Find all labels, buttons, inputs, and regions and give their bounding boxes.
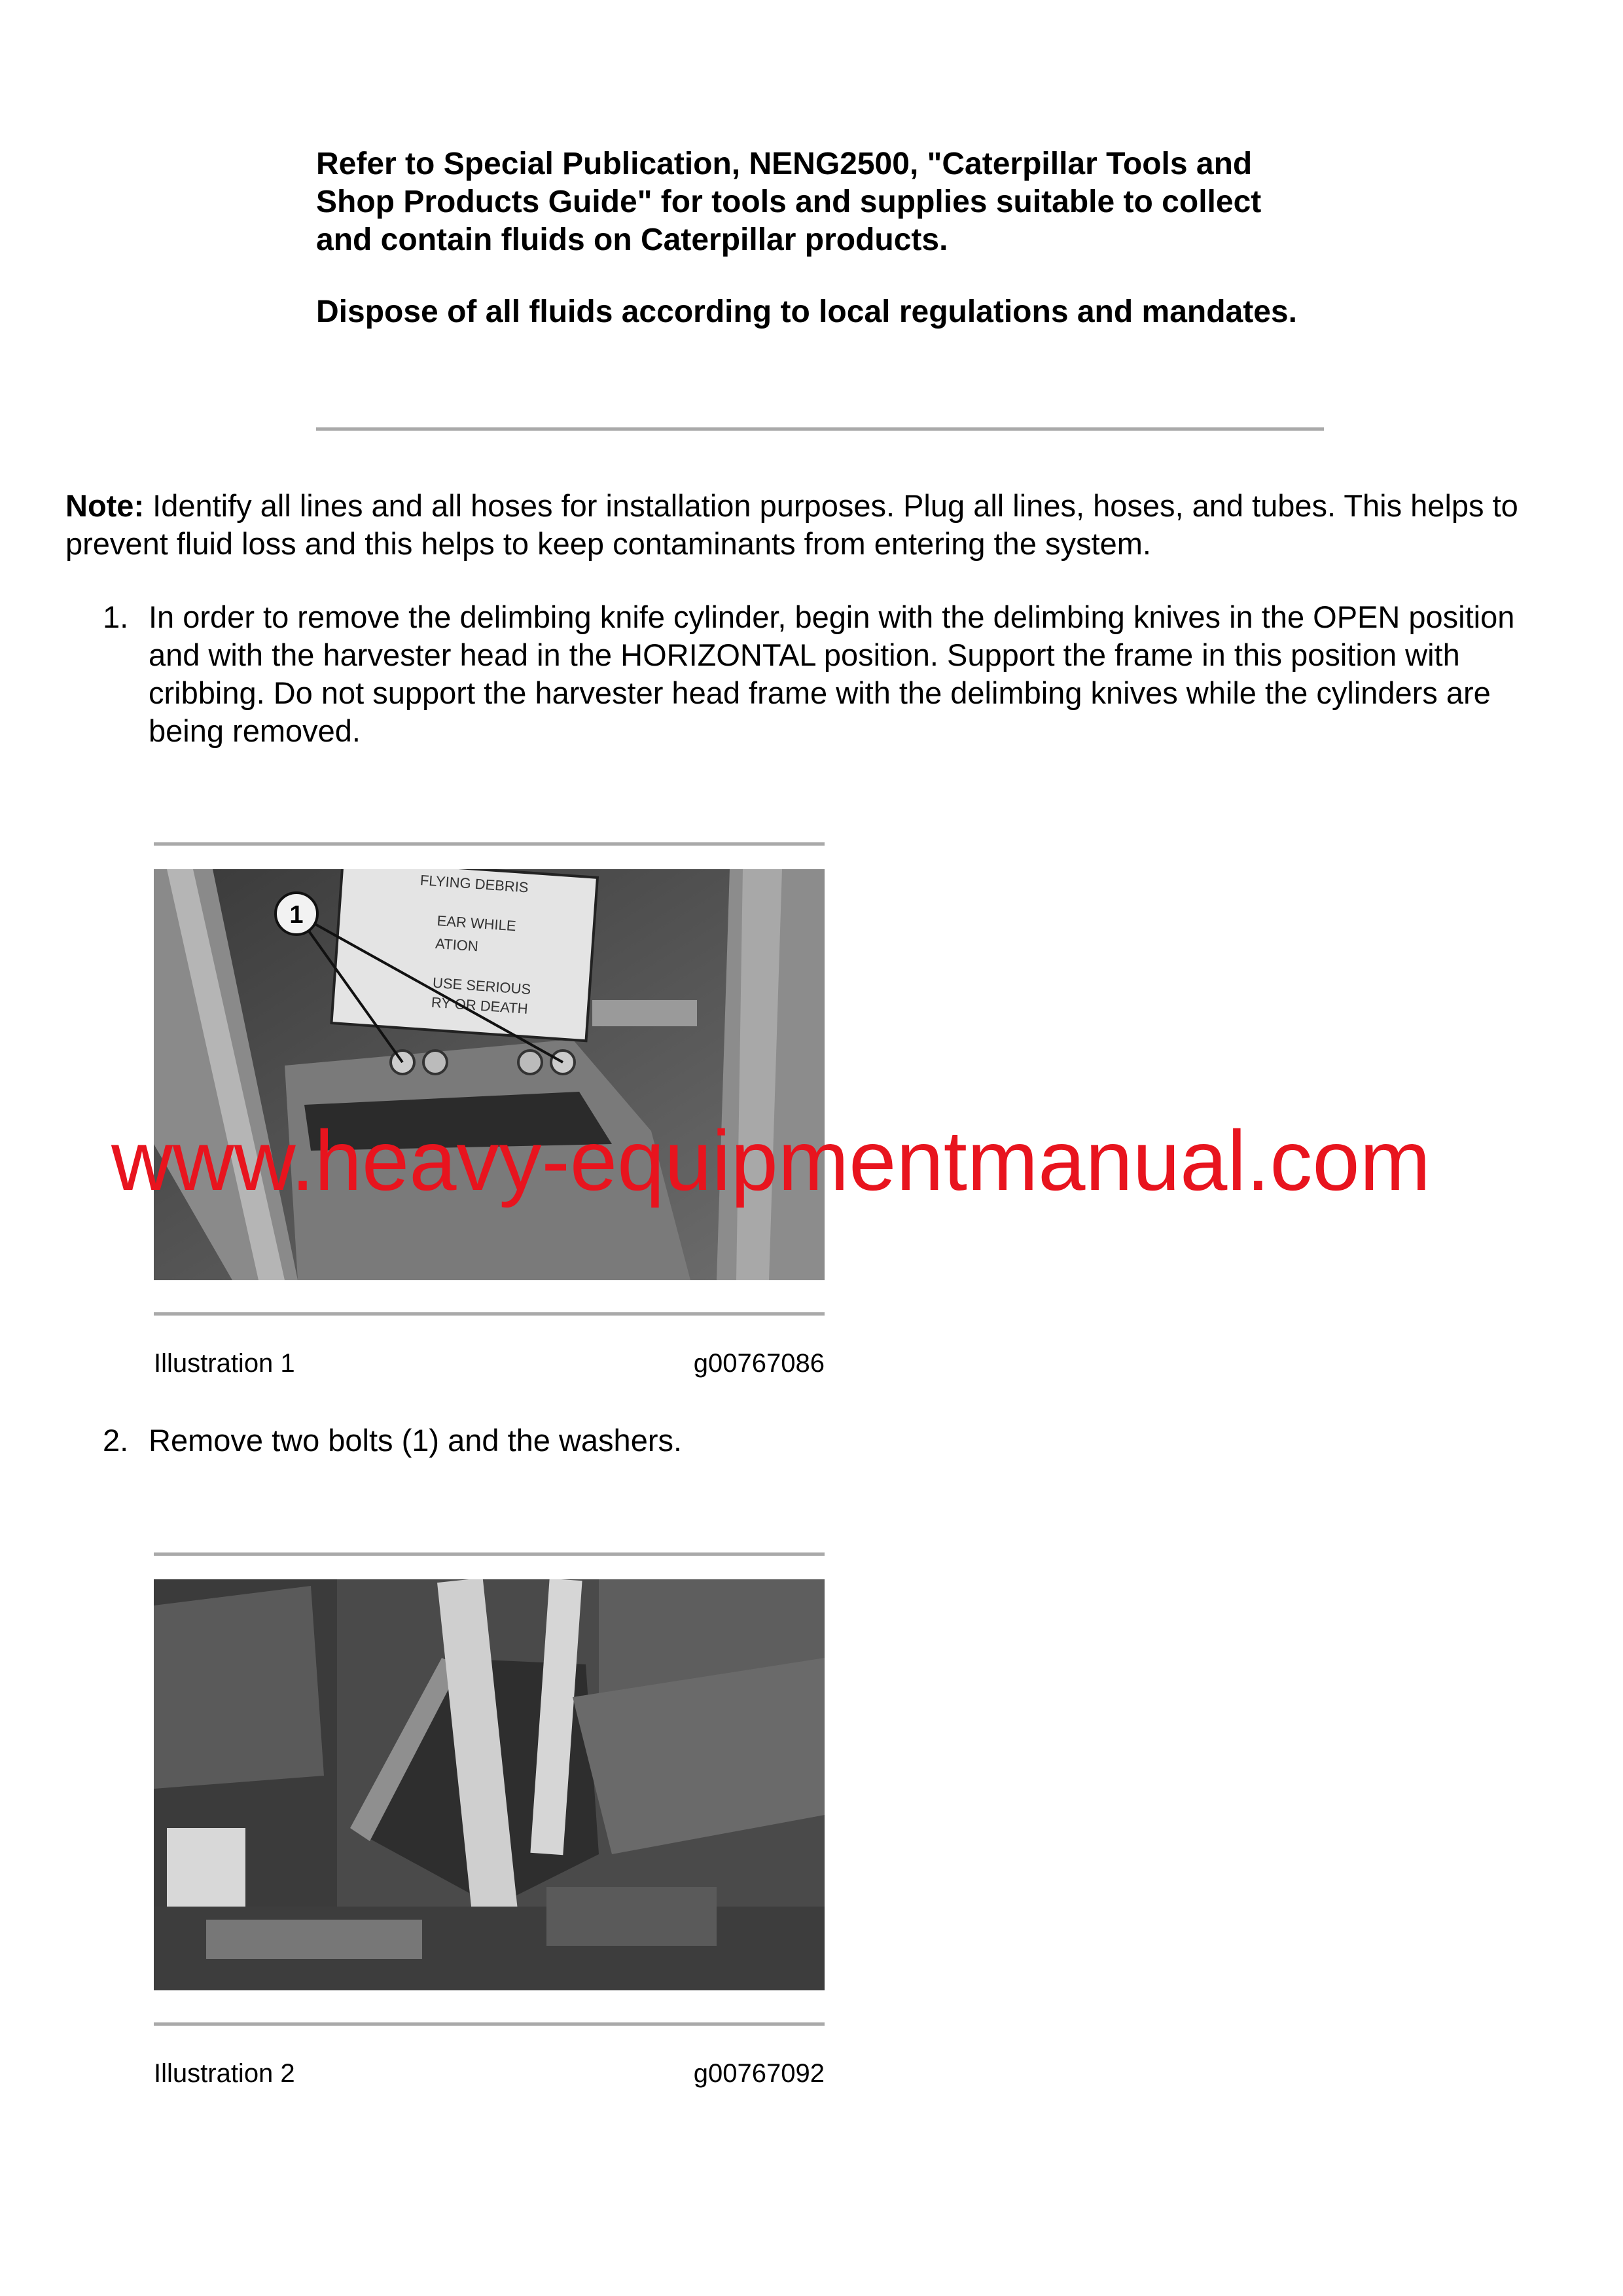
warning-paragraph-disposal: Dispose of all fluids according to local regulations and mandates. [316, 295, 1297, 329]
decal-text-5: RY OR DEATH [431, 994, 529, 1017]
decal-text-4: USE SERIOUS [432, 974, 532, 998]
decal-text-2: EAR WHILE [436, 912, 517, 935]
illustration-label: Illustration 1 [154, 1349, 295, 1378]
note-text: Identify all lines and all hoses for installation purposes. Plug all lines, hoses, and tubes. This helps to prevent fluid loss and this helps to keep contaminants from entering the system. [65, 488, 1518, 561]
step-number: 2. [103, 1423, 129, 1458]
callout-1-label: 1 [289, 901, 304, 929]
note-label: Note: [65, 488, 145, 523]
warning-divider [316, 427, 1324, 431]
warning-paragraph-tools: Refer to Special Publication, NENG2500, "Caterpillar Tools and Shop Products Guide" for tools and supplies suitable to collect and contain fluids on Caterpillar products. [316, 147, 1262, 257]
figure-2-bottom-rule [154, 2022, 825, 2026]
figure-1-top-rule [154, 842, 825, 846]
illustration-code: g00767092 [693, 2059, 825, 2088]
illustration-label: Illustration 2 [154, 2059, 295, 2088]
note-paragraph [65, 487, 1544, 563]
illustration-2-photo [154, 1579, 825, 1990]
illustration-code: g00767086 [693, 1349, 825, 1378]
illustration-1-photo [154, 869, 825, 1280]
decal-text-1: FLYING DEBRIS [419, 871, 529, 896]
step-text: Remove two bolts (1) and the washers. [149, 1423, 683, 1458]
step-number: 1. [103, 600, 129, 634]
step-text: In order to remove the delimbing knife cylinder, begin with the delimbing knives in the OPEN position and with the harvester head in the HORIZONTAL position. Support the frame in this position with cribbing. Do not support the harvester head frame with the delimbing knives while the cylinders are being removed. [149, 600, 1515, 748]
figure-2-top-rule [154, 1552, 825, 1556]
watermark-url: www.heavy-equipmentmanual.com [111, 1113, 1431, 1208]
decal-text-3: ATION [435, 935, 479, 955]
figure-1-bottom-rule [154, 1312, 825, 1316]
